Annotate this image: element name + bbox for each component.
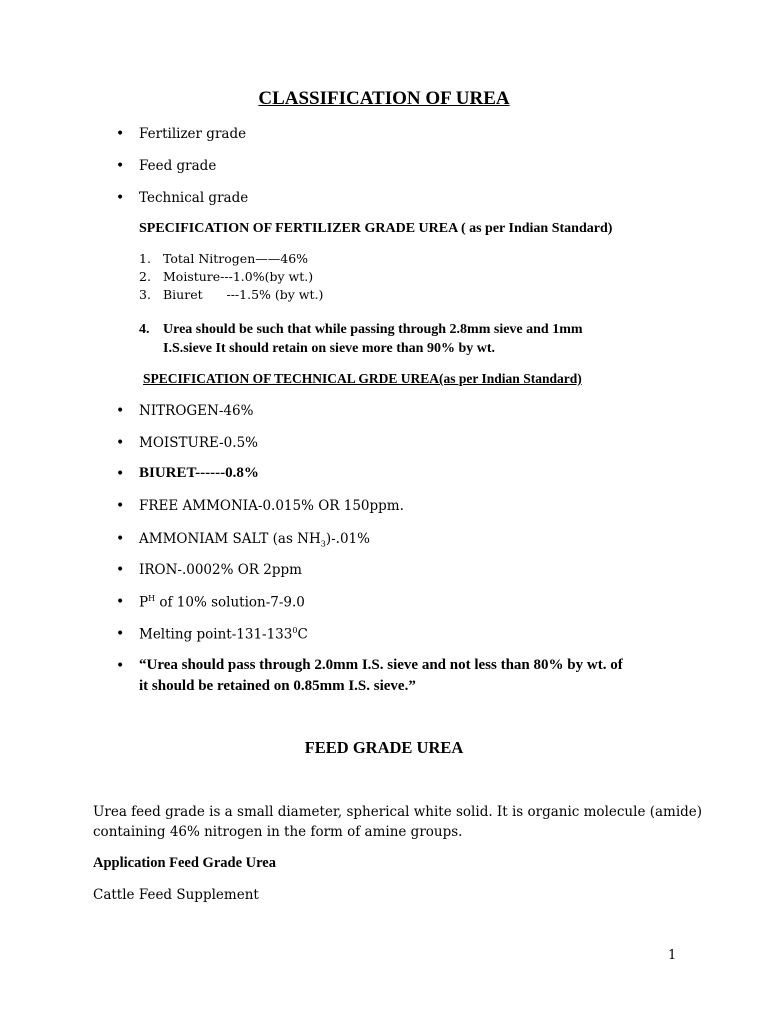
spec-moisture: MOISTURE-0.5% [139,435,258,451]
technical-spec-heading: SPECIFICATION OF TECHNICAL GRDE UREA(as per Indian Standard) [143,371,582,386]
fertilizer-spec-heading: SPECIFICATION OF FERTILIZER GRADE UREA ( as per Indian Standard) [139,221,613,236]
superscript: H [148,594,156,603]
spec-iron: IRON-.0002% OR 2ppm [139,562,302,578]
feed-grade-heading: FEED GRADE UREA [304,738,464,757]
ammonium-value: )-.01% [325,531,370,547]
bullet-marker: • [116,435,125,451]
list-item: Moisture---1.0%(by wt.) [163,269,314,284]
page-title: CLASSIFICATION OF UREA [258,88,510,109]
subscript: 3 [320,539,326,549]
bullet-marker: • [116,626,125,642]
grade-item: Feed grade [139,158,217,174]
spec-melting-point [139,626,308,643]
list-number: 4. [139,322,150,337]
application-heading: Application Feed Grade Urea [93,855,276,871]
application-item: Cattle Feed Supplement [93,887,259,903]
list-item: Total Nitrogen——46% [163,251,309,266]
list-number: 3. [139,287,151,302]
bullet-marker: • [116,158,125,174]
spec-ammonium-salt [139,531,370,549]
grade-item: Technical grade [139,190,249,206]
feed-grade-paragraph-line2: containing 46% nitrogen in the form of amine groups. [93,824,463,840]
feed-grade-paragraph-line1: Urea feed grade is a small diameter, spherical white solid. It is organic molecule (amide) [93,804,703,820]
bullet-marker: • [116,190,125,206]
list-item-line2: I.S.sieve It should retain on sieve more than 90% by wt. [163,341,496,356]
ph-value: of 10% solution-7-9.0 [155,594,305,611]
list-item: Biuret ---1.5% (by wt.) [163,287,324,302]
bullet-marker: • [116,531,125,547]
melting-text: Melting point-131-133 [139,626,293,643]
spec-quote-line1: “Urea should pass through 2.0mm I.S. sieve and not less than 80% by wt. of [139,657,623,673]
spec-biuret: BIURET------0.8% [139,465,259,481]
bullet-marker: • [116,403,125,419]
superscript: 0 [292,626,298,635]
bullet-marker: • [116,466,125,482]
spec-free-ammonia: FREE AMMONIA-0.015% OR 150ppm. [139,498,404,514]
list-number: 2. [139,269,151,284]
grade-item: Fertilizer grade [139,126,247,142]
ammonium-text: AMMONIAM SALT (as NH [139,531,321,547]
bullet-marker: • [116,498,125,514]
list-number: 1. [139,251,151,266]
melting-unit: C [297,626,308,643]
spec-ph [139,594,305,611]
bullet-marker: • [116,658,125,674]
bullet-marker: • [116,126,125,142]
bullet-marker: • [116,562,125,578]
spec-nitrogen: NITROGEN-46% [139,403,254,419]
spec-quote-line2: it should be retained on 0.85mm I.S. sieve.” [139,678,416,694]
page-number: 1 [668,948,677,963]
bullet-marker: • [116,594,125,610]
ph-letter: P [139,594,149,611]
list-item-line1: Urea should be such that while passing through 2.8mm sieve and 1mm [163,322,583,337]
